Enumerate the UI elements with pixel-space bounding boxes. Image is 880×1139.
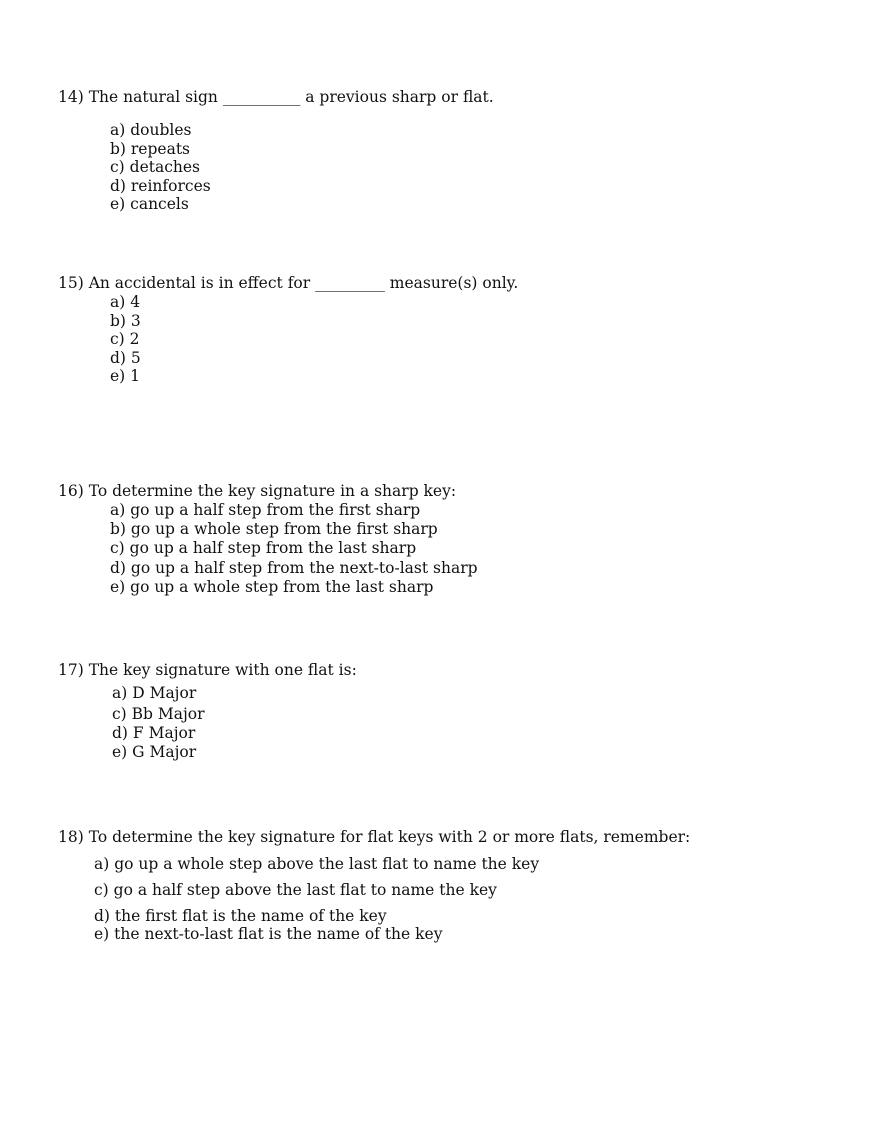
question-15-option-a: a) 4 [110,293,141,311]
question-16-option-b: b) go up a whole step from the first sharp [110,520,438,539]
question-17-option-d: d) F Major [112,724,196,742]
question-16-option-e: e) go up a whole step from the last sharp [110,577,434,596]
question-18-option-e: e) the next-to-last flat is the name of the key [94,925,443,943]
question-15-option-b: b) 3 [110,311,141,330]
question-16-option-d: d) go up a half step from the next-to-last sharp [110,558,478,577]
question-14-option-e: e) cancels [110,195,189,213]
question-16-option-c: c) go up a half step from the last sharp [110,539,417,558]
question-17-option-a: a) D Major [112,684,197,702]
question-18-option-a: a) go up a whole step above the last flat to name the key [94,855,540,873]
question-14-option-b: b) repeats [110,139,190,158]
question-17-stem: 17) The key signature with one flat is: [58,661,357,679]
question-16-option-a: a) go up a half step from the first sharp [110,501,421,519]
question-15-option-c: c) 2 [110,330,140,348]
question-18-stem: 18) To determine the key signature for flat keys with 2 or more flats, remember: [58,828,691,846]
question-15-stem: 15) An accidental is in effect for _________ measure(s) only. [58,274,519,292]
question-15-options [110,293,141,386]
question-14-stem: 14) The natural sign __________ a previous sharp or flat. [58,88,494,106]
question-16-stem: 16) To determine the key signature in a sharp key: [58,482,457,500]
question-14-option-a: a) doubles [110,121,192,139]
question-14-option-c: c) detaches [110,158,201,176]
question-18-option-d: d) the first flat is the name of the key [94,907,387,925]
question-15-option-e: e) 1 [110,367,141,385]
question-14-options [110,121,211,214]
question-16-options [110,501,478,597]
question-17-option-e: e) G Major [112,743,197,761]
question-14-option-d: d) reinforces [110,176,211,195]
question-17-option-c: c) Bb Major [112,705,205,723]
question-18-option-c: c) go a half step above the last flat to name the key [94,881,497,899]
question-15-option-d: d) 5 [110,348,141,367]
